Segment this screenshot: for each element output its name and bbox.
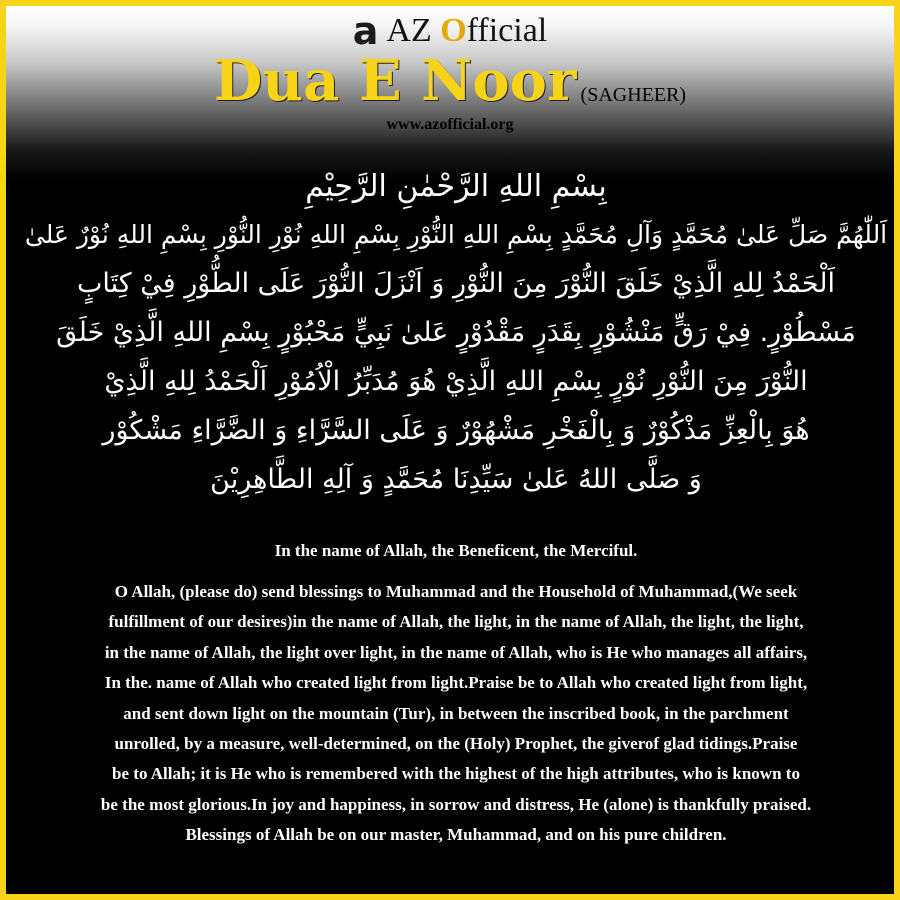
english-line: and sent down light on the mountain (Tur), in between the inscribed book, in the parchment <box>123 703 789 723</box>
brand-logo <box>6 9 894 53</box>
english-line: be to Allah; it is He who is remembered with the highest of the high attributes, who is known to <box>112 764 800 784</box>
arabic-text-block <box>18 166 894 504</box>
arabic-line: النُّوْرَ مِنَ النُّوْرِ نُوْرٍ بِسْمِ اللهِ الَّذِيْ هُوَ مُدَبِّرُ الْاُمُوْرِ اَلْحَمْدُ لِلهِ الَّذِيْ <box>104 366 808 397</box>
title-row <box>6 48 894 114</box>
brand-name: AZ Official <box>386 12 548 49</box>
english-line: fulfillment of our desires)in the name of Allah, the light, in the name of Allah, the light, the light, <box>108 612 804 632</box>
title-tag: (SAGHEER) <box>580 84 687 106</box>
english-bismillah: In the name of Allah, the Beneficent, the Merciful. <box>274 541 638 560</box>
arabic-line: اَلْحَمْدُ لِلهِ الَّذِيْ خَلَقَ النُّوْرَ مِنَ النُّوْرِ وَ اَنْزَلَ النُّوْرَ عَلَى الطُّوْرِ فِيْ كِتَابٍ <box>77 268 835 299</box>
arabic-line: هُوَ بِالْعِزِّ مَذْكُوْرٌ وَ بِالْفَخْرِ مَشْهُوْرٌ وَ عَلَى السَّرَّاءِ وَ الضَّرَّاءِ مَشْكُوْر <box>102 415 810 446</box>
english-line: In the. name of Allah who created light from light.Praise be to Allah who created light from light, <box>104 673 808 693</box>
english-line: Blessings of Allah be on our master, Muhammad, and on his pure children. <box>185 825 727 845</box>
website-url: www.azofficial.org <box>386 116 514 133</box>
arabic-line: مَسْطُوْرٍ. فِيْ رَقٍّ مَنْشُوْرٍ بِقَدَرٍ مَقْدُوْرٍ عَلىٰ نَبِيٍّ مَحْبُوْرٍ بِسْمِ اللهِ الَّذِيْ خَلَقَ <box>56 317 856 348</box>
page-title: Dua E Noor <box>213 48 577 114</box>
english-line: unrolled, by a measure, well-determined, on the (Holy) Prophet, the giverof glad tidings.Praise <box>114 734 798 754</box>
english-line: be the most glorious.In joy and happiness, in sorrow and distress, He (alone) is thankfully praised. <box>100 794 812 814</box>
english-translation-block <box>20 538 892 851</box>
english-line: O Allah, (please do) send blessings to Muhammad and the Household of Muhammad,(We seek <box>114 582 798 601</box>
arabic-line: وَ صَلَّى اللهُ عَلىٰ سَيِّدِنَا مُحَمَّدٍ وَ آلِهِ الطَّاهِرِيْنَ <box>210 464 702 495</box>
brand-icon: a <box>352 9 379 53</box>
arabic-line: اَللّٰهُمَّ صَلِّ عَلىٰ مُحَمَّدٍ وَآلِ مُحَمَّدٍ بِسْمِ اللهِ النُّوْرِ بِسْمِ اللهِ نُوْرِ النُّوْرِ بِسْمِ اللهِ نُوْرٌ عَلىٰ <box>24 220 888 249</box>
arabic-bismillah: بِسْمِ اللهِ الرَّحْمٰنِ الرَّحِيْمِ <box>305 169 607 204</box>
english-line: in the name of Allah, the light over light, in the name of Allah, who is He who manages all affairs, <box>104 642 808 662</box>
